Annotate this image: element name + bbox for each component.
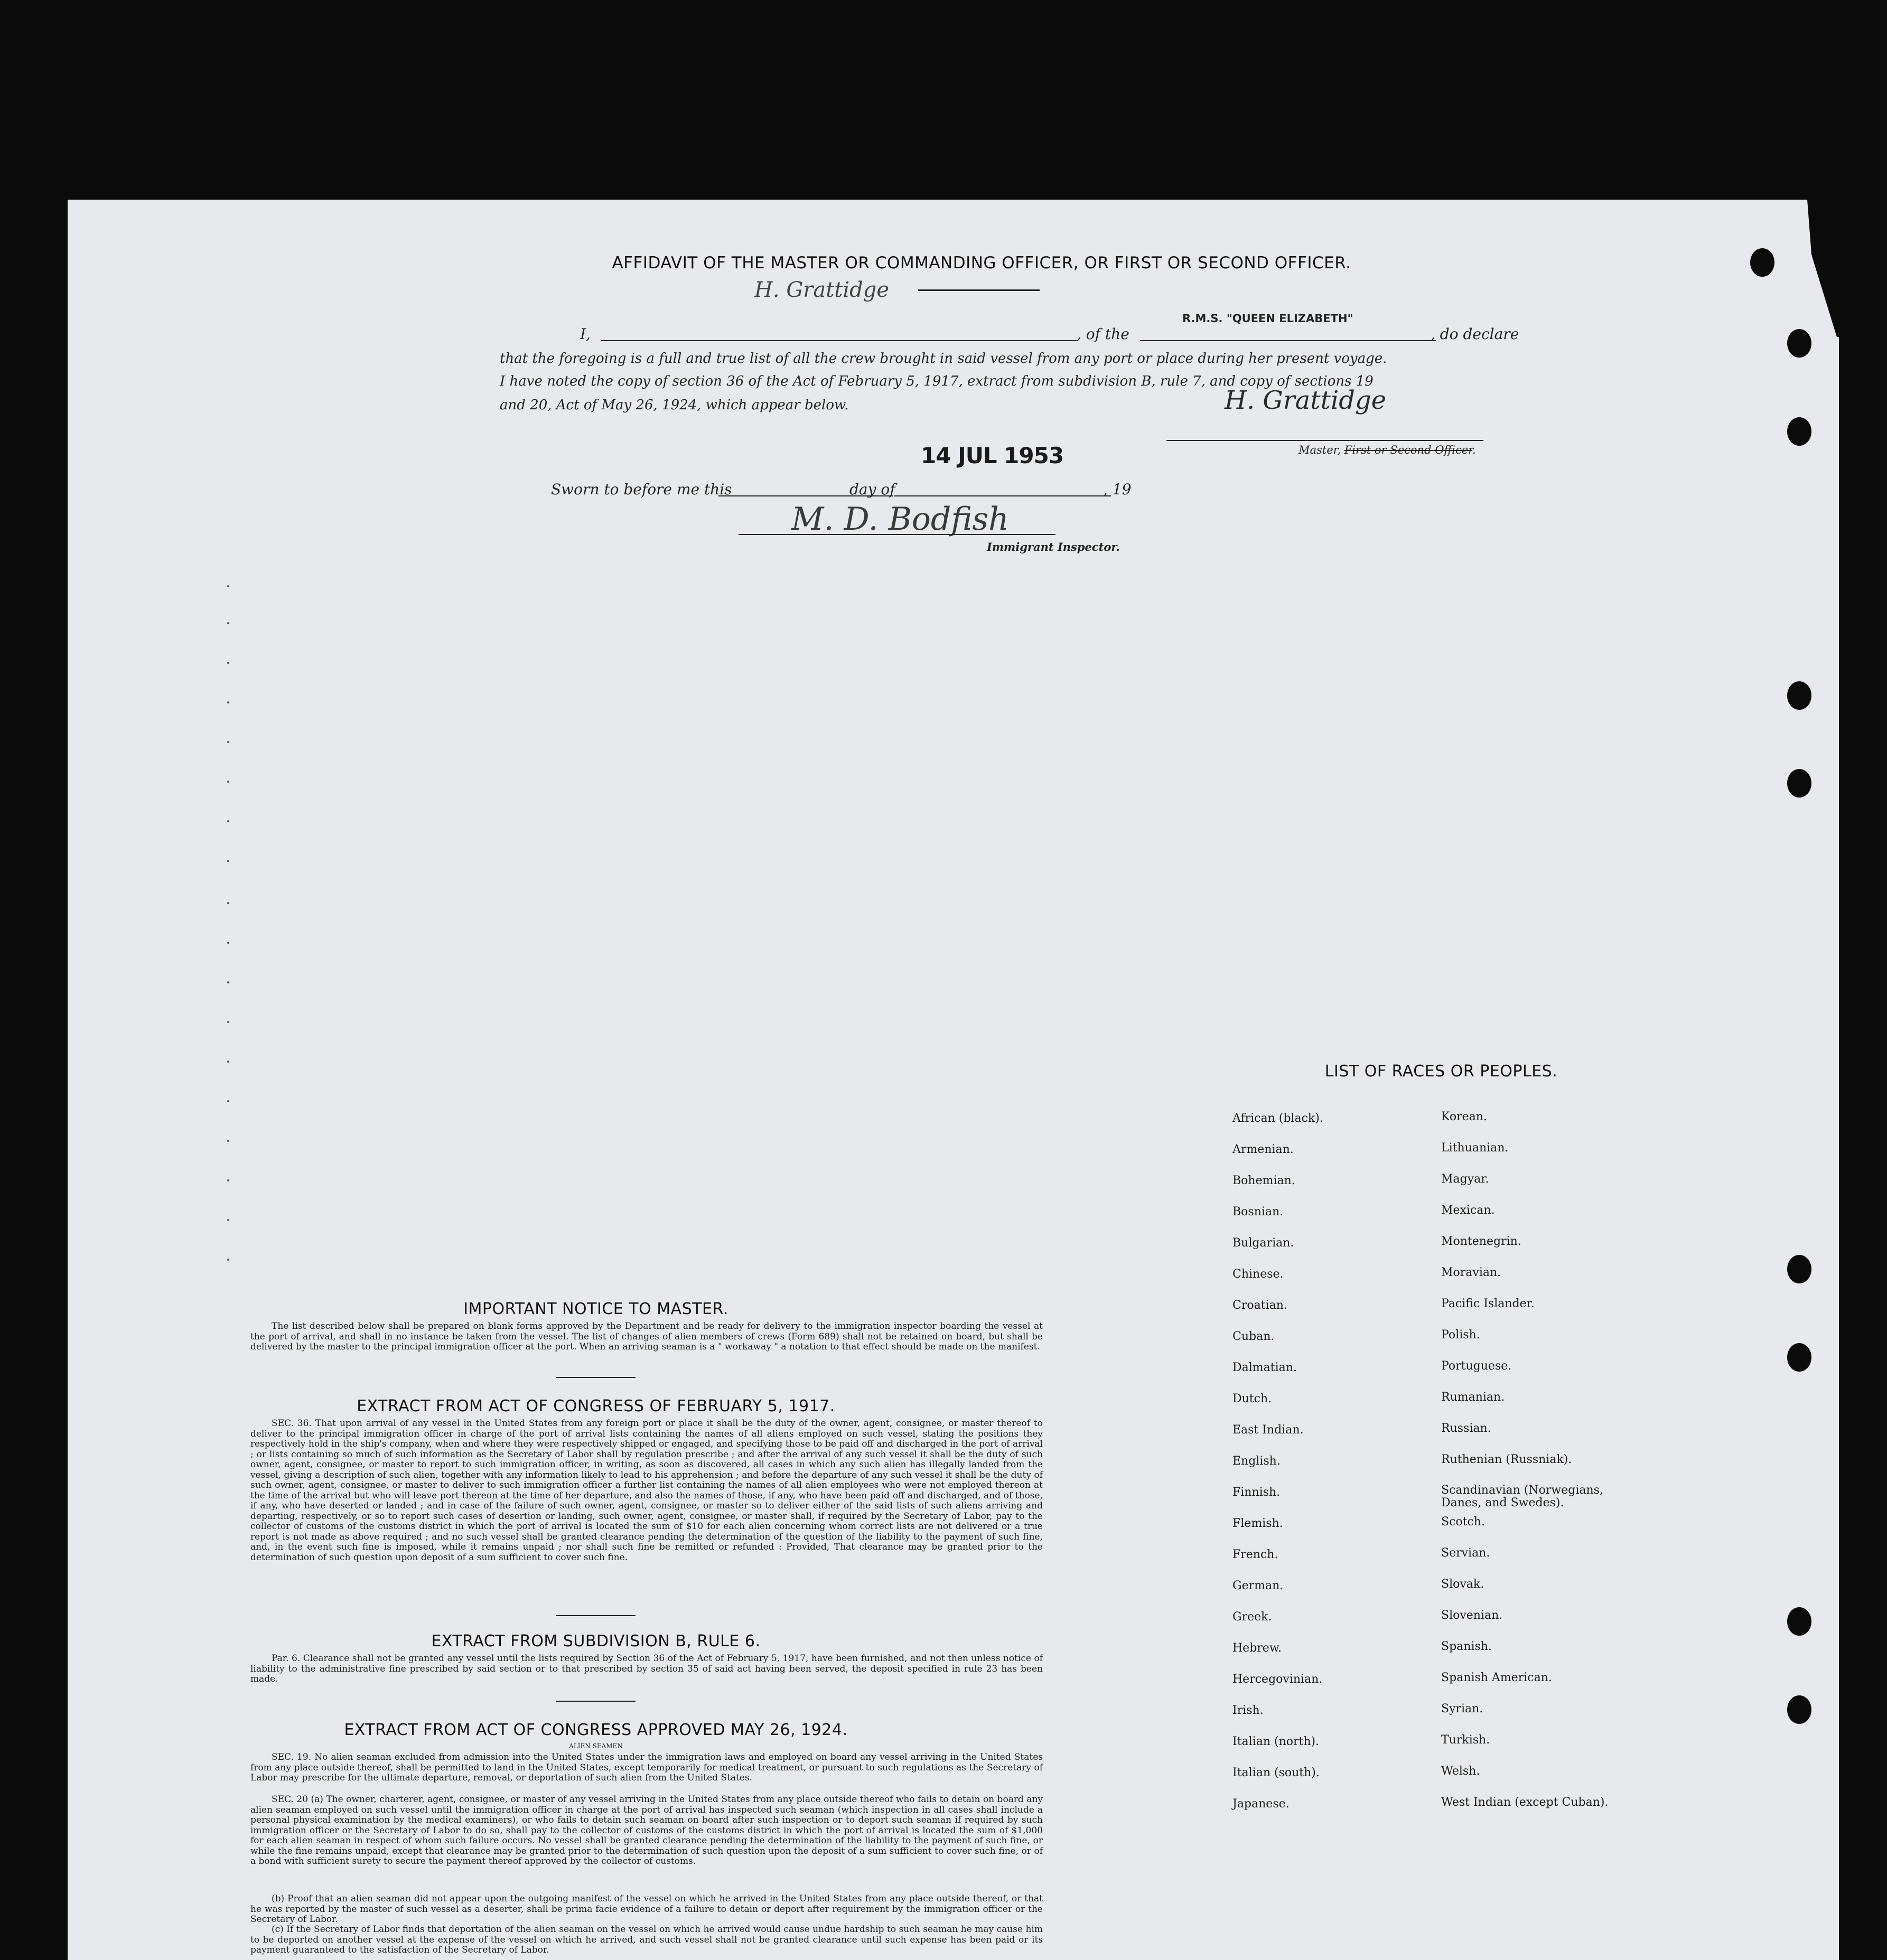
margin-dot (227, 585, 229, 587)
race-item: Spanish. (1441, 1640, 1492, 1653)
margin-dot (227, 701, 229, 704)
race-item: Portuguese. (1441, 1359, 1512, 1373)
date-stamp: 14 JUL 1953 (921, 443, 1064, 468)
affidavit-body-line2: I have noted the copy of section 36 of the Act of February 5, 1917, extract from subdivision B, rule 7, and copy of sections 19 (500, 373, 1374, 389)
race-item: African (black). (1232, 1112, 1323, 1125)
race-item: Polish. (1441, 1328, 1480, 1342)
binder-hole (1787, 681, 1811, 710)
master-caption-struck: First or Second Officer (1344, 444, 1472, 456)
extract1924-title: EXTRACT FROM ACT OF CONGRESS APPROVED MAY 26, 1924. (344, 1721, 848, 1739)
master-signature: H. Grattidge (1225, 386, 1387, 415)
race-item: Bosnian. (1232, 1205, 1284, 1218)
race-item: West Indian (except Cuban). (1441, 1796, 1609, 1809)
race-item: Hercegovinian. (1232, 1673, 1323, 1686)
extract1924-p4: (c) If the Secretary of Labor finds that deportation of the alien seaman on the vessel on which he arrived would cause undue hardship to such seaman he may cause him to be deported on another vessel at the expense of the vessel on which he arrived, and such vessel shall not be granted clearance until such expense has been paid or its payment guaranteed to the satisfaction of the Secretary of Labor. (250, 1924, 1043, 1955)
race-item: Scotch. (1441, 1515, 1485, 1528)
margin-dot (227, 1259, 229, 1261)
margin-dot (227, 1021, 229, 1023)
race-item: Bohemian. (1232, 1174, 1295, 1187)
affidavit-body-line3: and 20, Act of May 26, 1924, which appear below. (500, 397, 849, 413)
rule6-text: Par. 6. Clearance shall not be granted any vessel until the lists required by Section 36 of the Act of February 5, 1917, have been furnished, and not then unless notice of liability to the administrative fine prescribed by said section or to that prescribed by section 35 of said act having been served, the deposit specified in rule 23 has been made. (250, 1653, 1043, 1684)
race-item: Korean. (1441, 1110, 1487, 1123)
officer-name-handwritten: H. Grattidge (754, 278, 890, 302)
binder-hole (1787, 329, 1811, 358)
race-item: Finnish. (1232, 1486, 1281, 1499)
document-page (68, 200, 1839, 1960)
rule6-title: EXTRACT FROM SUBDIVISION B, RULE 6. (431, 1632, 761, 1650)
affidavit-title: AFFIDAVIT OF THE MASTER OR COMMANDING OFFICER, OR FIRST OR SECOND OFFICER. (612, 254, 1351, 273)
affidavit-i-label: I, (580, 325, 591, 343)
affidavit-body-line1: that the foregoing is a full and true list of all the crew brought in said vessel from any port or place during her present voyage. (500, 351, 1387, 367)
race-item: French. (1232, 1548, 1278, 1561)
signature-line (1166, 440, 1483, 441)
sworn-month-line (894, 495, 1111, 496)
binder-hole (1750, 248, 1774, 277)
extract1924-p1: SEC. 19. No alien seaman excluded from admission into the United States under the immigration laws and employed on board any vessel arriving in the United States from any place outside thereof, shall be permitted to land in the United States, except temporarily for medical treatment, or pursuant to such regulations as the Secretary of Labor may prescribe for the ultimate departure, removal, or deportation of such alien from the United States. (250, 1752, 1043, 1783)
extract1924-subtitle: ALIEN SEAMEN (569, 1742, 623, 1750)
binder-hole (1787, 1695, 1811, 1724)
margin-dot (227, 1140, 229, 1142)
extract1917-text: SEC. 36. That upon arrival of any vessel in the United States from any foreign port or place it shall be the duty of the owner, agent, consignee, or master thereof to deliver to the principal immigration officer in charge of the port of arrival lists containing the names of all aliens employed on such vessel, stating the positions they respectively hold in the ship's company, when and where they were respectively shipped or engaged, and specifying those to be paid off and discharged in the port of arrival ; or lists containing so much of such information as the Secretary of Labor shall by regulation prescribe ; and after the arrival of any such vessel it shall be the duty of such owner, agent, consignee, or master to report to such immigration officer, in writing, as soon as discovered, all cases in which any such alien has illegally landed from the vessel, giving a description of such alien, together with any information likely to lead to his apprehension ; and before the departure of any such vessel it shall be the duty of such owner, agent, consignee, or master to deliver to such immigration officer a further list containing the names of all alien employees who were not employed thereon at the time of the arrival but who will leave port thereon at the time of her departure, and also the names of those, if any, who have been paid off and discharged, and of those, if any, who have deserted or landed ; and in case of the failure of such owner, agent, consignee, or master so to deliver either of the said lists of such aliens arriving and departing, respectively, or so to report such cases of desertion or landing, such owner, agent, consignee, or master shall, if required by the Secretary of Labor, pay to the collector of customs of the customs district in which the port of arrival is located the sum of $10 for each alien concerning whom correct lists are not delivered or a true report is not made as above required ; and no such vessel shall be granted clearance pending the determination of the question of the liability to the payment of such fine, and, in the event such fine is imposed, while it remains unpaid ; nor shall such fine be remitted or refunded : Provided, That clearance may be granted prior to the determination of such question upon deposit of a sum sufficient to cover such fine. (250, 1418, 1043, 1563)
extract1917-divider (556, 1615, 636, 1616)
name-line (601, 340, 1077, 341)
margin-dot (227, 741, 229, 743)
master-caption-master: Master, (1299, 444, 1341, 456)
day-of-label: day of (849, 481, 895, 498)
inspector-signature: M. D. Bodfish (791, 501, 1009, 538)
year-prefix: , 19 (1103, 481, 1132, 498)
race-item: Irish. (1232, 1704, 1264, 1717)
race-item: East Indian. (1232, 1423, 1304, 1437)
race-item: German. (1232, 1579, 1284, 1592)
binder-hole (1787, 1255, 1811, 1283)
race-item: English. (1232, 1455, 1281, 1468)
race-item: Croatian. (1232, 1299, 1287, 1312)
race-item: Mexican. (1441, 1204, 1495, 1217)
race-item: Spanish American. (1441, 1671, 1552, 1684)
inspector-caption: Immigrant Inspector. (987, 540, 1120, 554)
binder-hole (1787, 769, 1811, 798)
affidavit-do-declare: , do declare (1431, 325, 1519, 343)
extract1917-title: EXTRACT FROM ACT OF CONGRESS OF FEBRUARY 5, 1917. (357, 1397, 835, 1415)
race-item: Moravian. (1441, 1266, 1501, 1279)
margin-dot (227, 942, 229, 944)
master-caption-period: . (1472, 444, 1476, 456)
vessel-name: R.M.S. "QUEEN ELIZABETH" (1182, 312, 1353, 325)
master-caption (1299, 444, 1476, 456)
race-item: Chinese. (1232, 1268, 1284, 1281)
title-underline (918, 289, 1040, 291)
race-item: Cuban. (1232, 1330, 1275, 1343)
sworn-label: Sworn to before me this (551, 481, 732, 498)
race-item: Lithuanian. (1441, 1141, 1509, 1155)
race-item: Syrian. (1441, 1702, 1483, 1715)
race-item: Rumanian. (1441, 1391, 1505, 1404)
race-item: Dalmatian. (1232, 1361, 1297, 1374)
race-item: Montenegrin. (1441, 1235, 1521, 1248)
race-item: Russian. (1441, 1422, 1491, 1435)
race-item: Ruthenian (Russniak). (1441, 1453, 1572, 1466)
rule6-divider (556, 1701, 636, 1702)
extract1924-p2: SEC. 20 (a) The owner, charterer, agent, consignee, or master of any vessel arriving in the United States from any place outside thereof who fails to detain on board any alien seaman employed on such vessel until the immigration officer in charge at the port of arrival has inspected such seaman (which inspection in all cases shall include a personal physical examination by the medical examiners), or who fails to detain such seaman on board after such inspection or to deport such seaman if required by such immigration officer or the Secretary of Labor to do so, shall pay to the collector of customs of the customs district in which the port of arrival is located the sum of $1,000 for each alien seaman in respect of whom such failure occurs. No vessel shall be granted clearance pending the determination of the liability to the payment of such fine, or while the fine remains unpaid, except that clearance may be granted prior to the determination of such question upon the deposit of a sum sufficient to cover such fine, or of a bond with sufficient surety to secure the payment thereof approved by the collector of customs. (250, 1794, 1043, 1867)
margin-dot (227, 820, 229, 822)
race-item: Slovak. (1441, 1578, 1484, 1591)
race-item: Pacific Islander. (1441, 1297, 1535, 1310)
race-item: Scandinavian (Norwegians, Danes, and Swedes). (1441, 1484, 1603, 1509)
margin-dot (227, 860, 229, 862)
margin-dot (227, 1100, 229, 1102)
inspector-line (739, 534, 1055, 535)
race-item: Armenian. (1232, 1143, 1294, 1156)
race-item: Servian. (1441, 1546, 1490, 1560)
notice-title: IMPORTANT NOTICE TO MASTER. (463, 1300, 728, 1318)
binder-hole (1787, 417, 1811, 446)
race-item: Slovenian. (1441, 1609, 1503, 1622)
vessel-line (1140, 340, 1436, 341)
extract1924-p3: (b) Proof that an alien seaman did not appear upon the outgoing manifest of the vessel on which he arrived in the United States from any place outside thereof, or that he was reported by the master of such vessel as a deserter, shall be prima facie evidence of a failure to detain or deport after requirement by the immigration officer or the Secretary of Labor. (250, 1893, 1043, 1925)
binder-hole (1787, 1607, 1811, 1636)
margin-dot (227, 902, 229, 904)
margin-dot (227, 981, 229, 983)
race-item: Bulgarian. (1232, 1236, 1294, 1250)
margin-dot (227, 1219, 229, 1221)
race-item: Italian (south). (1232, 1766, 1320, 1779)
notice-divider (556, 1377, 636, 1378)
race-item: Hebrew. (1232, 1642, 1282, 1655)
race-item: Turkish. (1441, 1733, 1490, 1747)
race-item: Dutch. (1232, 1392, 1272, 1405)
race-item: Greek. (1232, 1610, 1272, 1624)
affidavit-of-the-label: , of the (1077, 325, 1129, 343)
race-item: Italian (north). (1232, 1735, 1320, 1748)
margin-dot (227, 662, 229, 664)
race-item: Flemish. (1232, 1517, 1283, 1530)
margin-dot (227, 622, 229, 624)
margin-dot (227, 1061, 229, 1063)
binder-hole (1787, 1343, 1811, 1372)
race-item: Japanese. (1232, 1797, 1290, 1811)
margin-dot (227, 1179, 229, 1181)
notice-text: The list described below shall be prepared on blank forms approved by the Department and be ready for delivery to the immigration inspector boarding the vessel at the port of arrival, and shall in no instance be taken from the vessel. The list of changes of alien members of crews (Form 689) shall not be retained on board, but shall be delivered by the master to the principal immigration officer at the port. When an arriving seaman is a " workaway " a notation to that effect should be made on the manifest. (250, 1321, 1043, 1352)
race-item: Magyar. (1441, 1173, 1489, 1186)
margin-dot (227, 781, 229, 783)
race-item: Welsh. (1441, 1765, 1480, 1778)
races-title: LIST OF RACES OR PEOPLES. (1324, 1062, 1558, 1081)
